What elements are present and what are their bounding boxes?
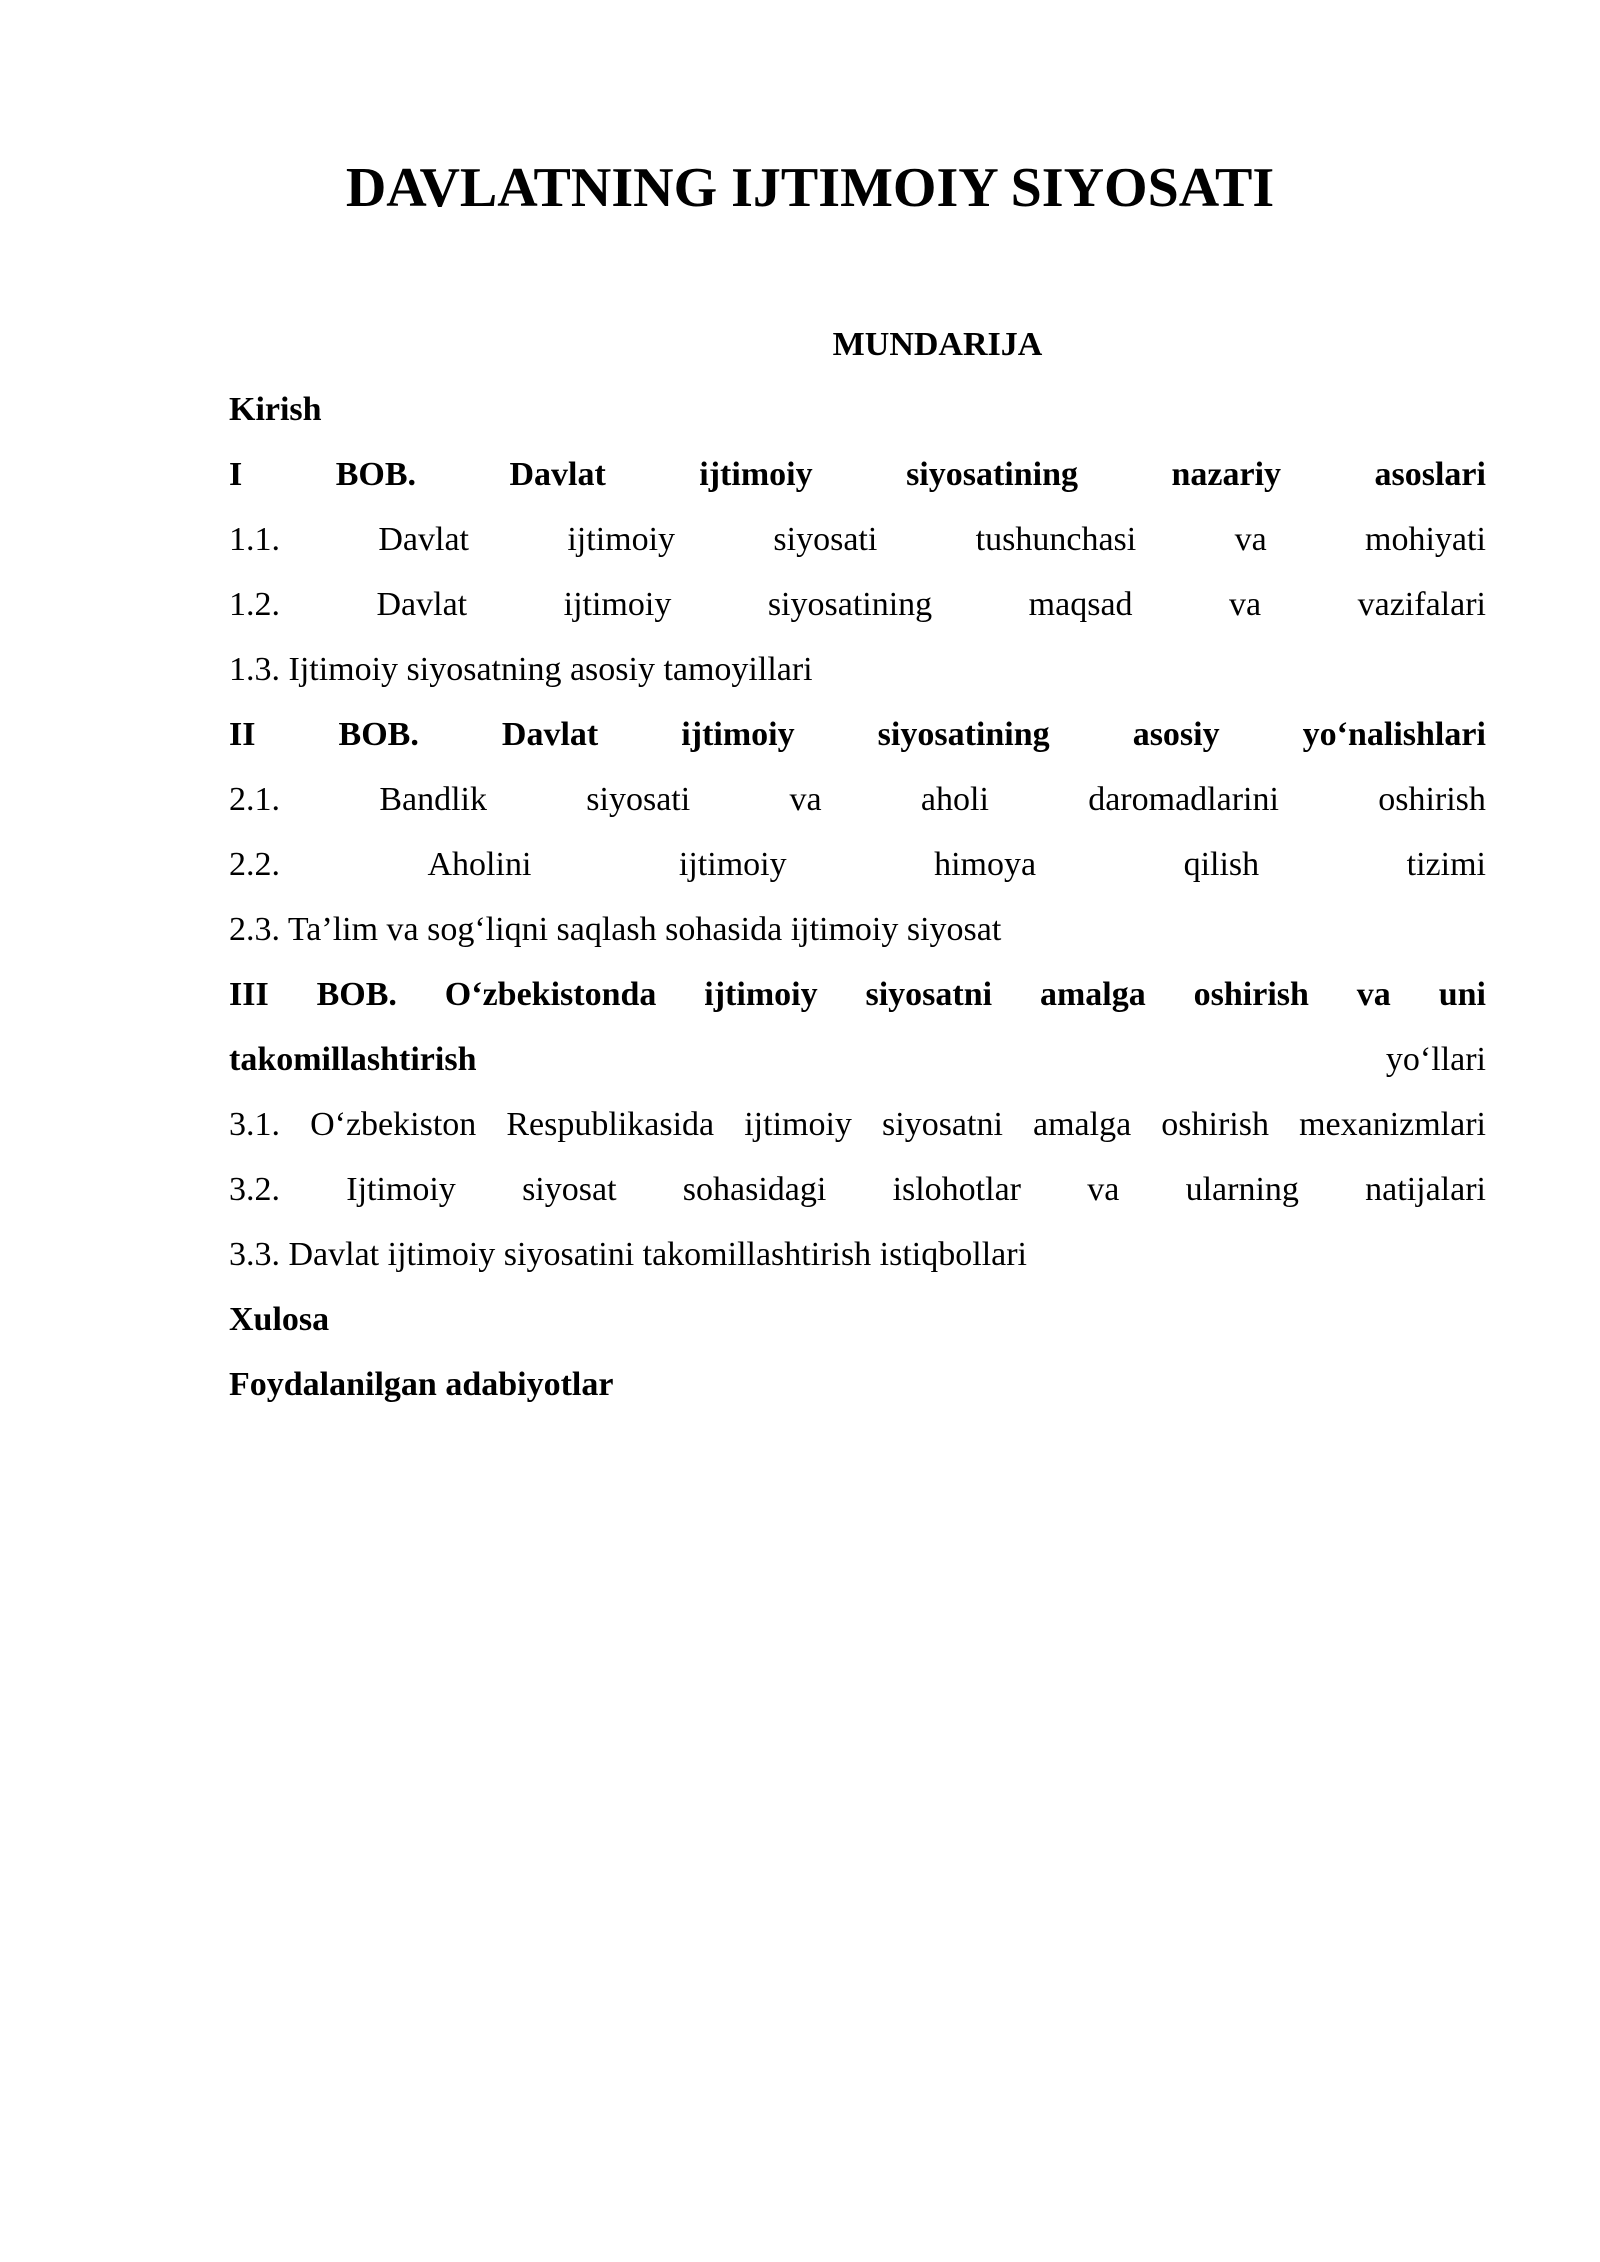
toc-line bbox=[229, 1092, 1486, 1157]
toc-word: ijtimoiy bbox=[744, 1106, 852, 1143]
toc-word: ijtimoiy bbox=[699, 456, 813, 493]
toc-word: BOB. bbox=[316, 976, 397, 1013]
toc-word: amalga bbox=[1039, 976, 1146, 1013]
toc-word: ijtimoiy bbox=[681, 716, 795, 753]
toc-word: yo‘nalishlari bbox=[1302, 716, 1486, 753]
toc-word: oshirish bbox=[1378, 781, 1486, 818]
toc-word: takomillashtirish bbox=[229, 1041, 477, 1078]
toc-word: 2.2. bbox=[229, 846, 280, 883]
toc-word: qilish bbox=[1183, 846, 1260, 883]
toc-word: BOB. bbox=[338, 716, 419, 753]
toc-word: ijtimoiy bbox=[567, 521, 676, 558]
toc-word: Bandlik bbox=[379, 781, 487, 818]
toc-word: himoya bbox=[934, 846, 1037, 883]
toc-word: BOB. bbox=[335, 456, 417, 493]
toc-word: siyosat bbox=[522, 1171, 617, 1208]
toc-word: II bbox=[229, 716, 256, 753]
toc-word: va bbox=[1234, 521, 1267, 558]
toc-word: natijalari bbox=[1365, 1171, 1486, 1208]
toc-line: 1.3. Ijtimoiy siyosatning asosiy tamoyillari bbox=[229, 651, 813, 688]
toc-word: ijtimoiy bbox=[563, 586, 672, 623]
toc-word: 1.1. bbox=[229, 521, 280, 558]
toc-word: 3.1. bbox=[229, 1106, 280, 1143]
toc-word: siyosatining bbox=[906, 456, 1079, 493]
toc-line bbox=[229, 962, 1486, 1027]
toc-word: oshirish bbox=[1193, 976, 1309, 1013]
toc-word: 1.2. bbox=[229, 586, 280, 623]
toc-word: Davlat bbox=[376, 586, 468, 623]
toc-line: 2.3. Ta’lim va sog‘liqni saqlash sohasida ijtimoiy siyosat bbox=[229, 911, 1002, 948]
toc-word: III bbox=[229, 976, 269, 1013]
toc-line: Kirish bbox=[229, 391, 322, 428]
toc-word: 2.1. bbox=[229, 781, 280, 818]
toc-word: siyosatni bbox=[882, 1106, 1003, 1143]
toc-word: mexanizmlari bbox=[1299, 1106, 1486, 1143]
toc-word: tizimi bbox=[1406, 846, 1486, 883]
toc-line bbox=[229, 1157, 1486, 1222]
toc-word: Davlat bbox=[378, 521, 469, 558]
toc-word: mohiyati bbox=[1365, 521, 1486, 558]
toc-heading: MUNDARIJA bbox=[832, 326, 1043, 363]
toc-word: va bbox=[1229, 586, 1262, 623]
toc-line: 3.3. Davlat ijtimoiy siyosatini takomillashtirish istiqbollari bbox=[229, 1236, 1028, 1273]
toc-word: I bbox=[229, 456, 243, 493]
toc-line bbox=[229, 507, 1486, 572]
toc-line: Foydalanilgan adabiyotlar bbox=[229, 1366, 614, 1403]
toc-line: Xulosa bbox=[229, 1301, 330, 1338]
toc-word: asosiy bbox=[1132, 716, 1220, 753]
toc-word: daromadlarini bbox=[1088, 781, 1279, 818]
toc-word: sohasidagi bbox=[682, 1171, 827, 1208]
toc-word: nazariy bbox=[1171, 456, 1282, 493]
toc-word: siyosati bbox=[586, 781, 691, 818]
toc-word: tushunchasi bbox=[975, 521, 1137, 558]
toc-line bbox=[229, 572, 1486, 637]
toc-word: asoslari bbox=[1374, 456, 1486, 493]
toc-word: ularning bbox=[1185, 1171, 1299, 1208]
toc-word: Ijtimoiy bbox=[346, 1171, 456, 1208]
toc-word: Davlat bbox=[509, 456, 606, 493]
toc-line bbox=[229, 702, 1486, 767]
toc-word: islohotlar bbox=[892, 1171, 1021, 1208]
toc-lines bbox=[229, 377, 1486, 1417]
toc-line bbox=[229, 767, 1486, 832]
toc-line bbox=[229, 442, 1486, 507]
table-of-contents bbox=[229, 312, 1486, 1417]
toc-word: vazifalari bbox=[1357, 586, 1486, 623]
document-title: DAVLATNING IJTIMOIY SIYOSATI bbox=[345, 157, 1275, 219]
toc-word: va bbox=[1356, 976, 1391, 1013]
toc-word: uni bbox=[1438, 976, 1486, 1013]
toc-word: Aholini bbox=[427, 846, 532, 883]
toc-word: 3.2. bbox=[229, 1171, 280, 1208]
toc-word: siyosati bbox=[773, 521, 878, 558]
toc-word: va bbox=[1087, 1171, 1120, 1208]
toc-word: maqsad bbox=[1028, 586, 1133, 623]
toc-word: Respublikasida bbox=[506, 1106, 715, 1143]
toc-word: siyosatining bbox=[767, 586, 933, 623]
toc-word: amalga bbox=[1033, 1106, 1132, 1143]
toc-line bbox=[229, 1027, 1486, 1092]
toc-word: yo‘llari bbox=[1385, 1041, 1486, 1078]
toc-word: siyosatining bbox=[877, 716, 1050, 753]
toc-word: ijtimoiy bbox=[704, 976, 818, 1013]
toc-word: va bbox=[789, 781, 822, 818]
toc-line bbox=[229, 832, 1486, 897]
toc-word: O‘zbekiston bbox=[310, 1106, 477, 1143]
toc-word: Davlat bbox=[501, 716, 599, 753]
toc-word: aholi bbox=[920, 781, 989, 818]
toc-word: ijtimoiy bbox=[678, 846, 787, 883]
toc-word: siyosatni bbox=[865, 976, 993, 1013]
toc-word: O‘zbekistonda bbox=[444, 976, 657, 1013]
toc-word: oshirish bbox=[1161, 1106, 1269, 1143]
